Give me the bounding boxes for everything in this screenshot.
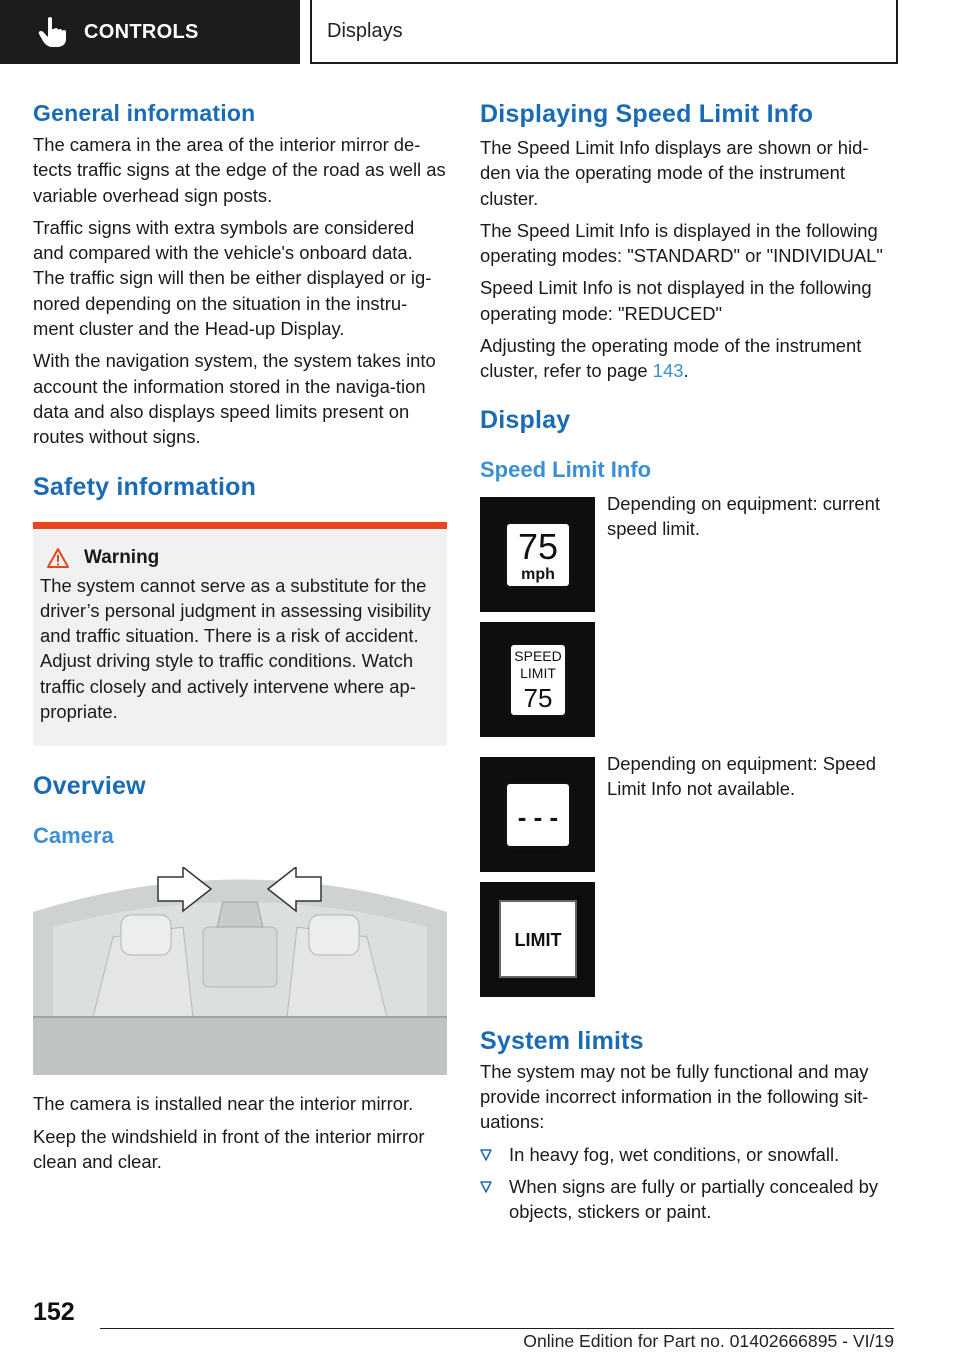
list-item bbox=[480, 1174, 896, 1225]
general-info-paragraph-2: Traffic signs with extra symbols are considered and compared with the vehicle's onboard data. The traffic sign will then be either displayed or ig‐nored depending on the situation in the instru‐ment cluster and the Head-up Display. bbox=[33, 216, 432, 340]
displaying-paragraph-3: Speed Limit Info is not displayed in the following operating mode: "REDUCED" bbox=[480, 277, 872, 324]
display-heading: Display bbox=[480, 405, 571, 434]
sign-row-1 bbox=[480, 492, 896, 612]
hand-pointer-icon bbox=[36, 15, 70, 49]
right-column bbox=[480, 100, 896, 1224]
displaying-paragraph-4-text: Adjusting the operating mode of the instrument cluster, refer to page bbox=[480, 335, 862, 382]
triangle-bullet-icon bbox=[480, 1149, 492, 1161]
page-label: Displays bbox=[327, 19, 403, 42]
camera-paragraph-1: The camera is installed near the interior mirror. bbox=[33, 1093, 414, 1115]
warning-box bbox=[33, 522, 447, 747]
triangle-bullet-icon bbox=[480, 1181, 492, 1193]
system-limits-heading: System limits bbox=[480, 1026, 644, 1055]
warning-text: The system cannot serve as a substitute for the driver’s personal judgment in assessing visibility and traffic situation. There is a risk of accident. Adjust driving style to traffic conditions. Watch traffic closely and actively intervene where ap‐propriate. bbox=[40, 574, 431, 723]
speed-limit-unavailable-icon bbox=[480, 757, 595, 872]
section-tab bbox=[0, 0, 300, 64]
limit-sign-icon bbox=[480, 882, 595, 997]
list-item bbox=[480, 1142, 896, 1167]
page-number: 152 bbox=[33, 1298, 75, 1326]
speed-limit-sign-icon bbox=[480, 622, 595, 737]
warning-label: Warning bbox=[84, 546, 160, 568]
displaying-paragraph-1: The Speed Limit Info displays are shown or hid‐den via the operating mode of the instrument cluster. bbox=[480, 137, 869, 209]
warning-triangle-icon bbox=[46, 547, 70, 569]
list-item-text: When signs are fully or partially concealed by objects, stickers or paint. bbox=[509, 1175, 879, 1223]
sign-row-4 bbox=[480, 882, 896, 997]
speed-limit-unavailable-text: Depending on equipment: Speed Limit Info not available. bbox=[607, 752, 876, 799]
general-info-paragraph-3: With the navigation system, the system takes into account the information stored in the naviga‐tion data and also displays speed limits present on routes without signs. bbox=[33, 350, 436, 448]
sign-row-3 bbox=[480, 752, 896, 872]
edition-text: Online Edition for Part no. 01402666895 - VI/19 bbox=[523, 1331, 894, 1351]
general-info-paragraph-1: The camera in the area of the interior mirror de‐tects traffic signs at the edge of the road as well as variable overhead sign posts. bbox=[33, 134, 446, 206]
displaying-paragraph-4-end: . bbox=[683, 360, 689, 382]
sign2-number: 75 bbox=[523, 682, 553, 713]
page-tab bbox=[310, 0, 898, 64]
list-item-text: In heavy fog, wet conditions, or snowfall. bbox=[509, 1143, 840, 1165]
sign2-line1: SPEED bbox=[514, 647, 562, 664]
sign2-line2: LIMIT bbox=[520, 664, 556, 681]
camera-location-illustration bbox=[33, 867, 447, 1075]
sign3-text: - - - bbox=[517, 801, 559, 832]
sign1-number: 75 bbox=[517, 525, 559, 567]
sign4-text: LIMIT bbox=[514, 929, 562, 950]
speed-limit-current-text: Depending on equipment: current speed limit. bbox=[607, 492, 880, 539]
section-label: CONTROLS bbox=[84, 20, 199, 43]
camera-heading: Camera bbox=[33, 823, 114, 849]
footer-divider bbox=[100, 1328, 894, 1329]
displaying-paragraph-2: The Speed Limit Info is displayed in the following operating modes: "STANDARD" or "INDIVIDUAL" bbox=[480, 219, 883, 267]
overview-heading: Overview bbox=[33, 772, 146, 801]
sign-row-2 bbox=[480, 622, 896, 737]
displaying-paragraph-4 bbox=[480, 333, 896, 384]
page-reference-link[interactable]: 143 bbox=[652, 360, 684, 382]
left-column bbox=[33, 100, 447, 1174]
speed-limit-mph-sign-icon bbox=[480, 497, 595, 612]
system-limits-paragraph: The system may not be fully functional and may provide incorrect information in the following sit‐uations: bbox=[480, 1060, 869, 1133]
speed-limit-info-heading: Speed Limit Info bbox=[480, 456, 652, 482]
general-info-heading: General information bbox=[33, 100, 256, 126]
sign1-unit: mph bbox=[521, 565, 555, 583]
displaying-speed-limit-heading: Displaying Speed Limit Info bbox=[480, 100, 814, 128]
camera-paragraph-2: Keep the windshield in front of the interior mirror clean and clear. bbox=[33, 1125, 425, 1172]
system-limits-list bbox=[480, 1142, 896, 1225]
safety-info-heading: Safety information bbox=[33, 472, 257, 501]
